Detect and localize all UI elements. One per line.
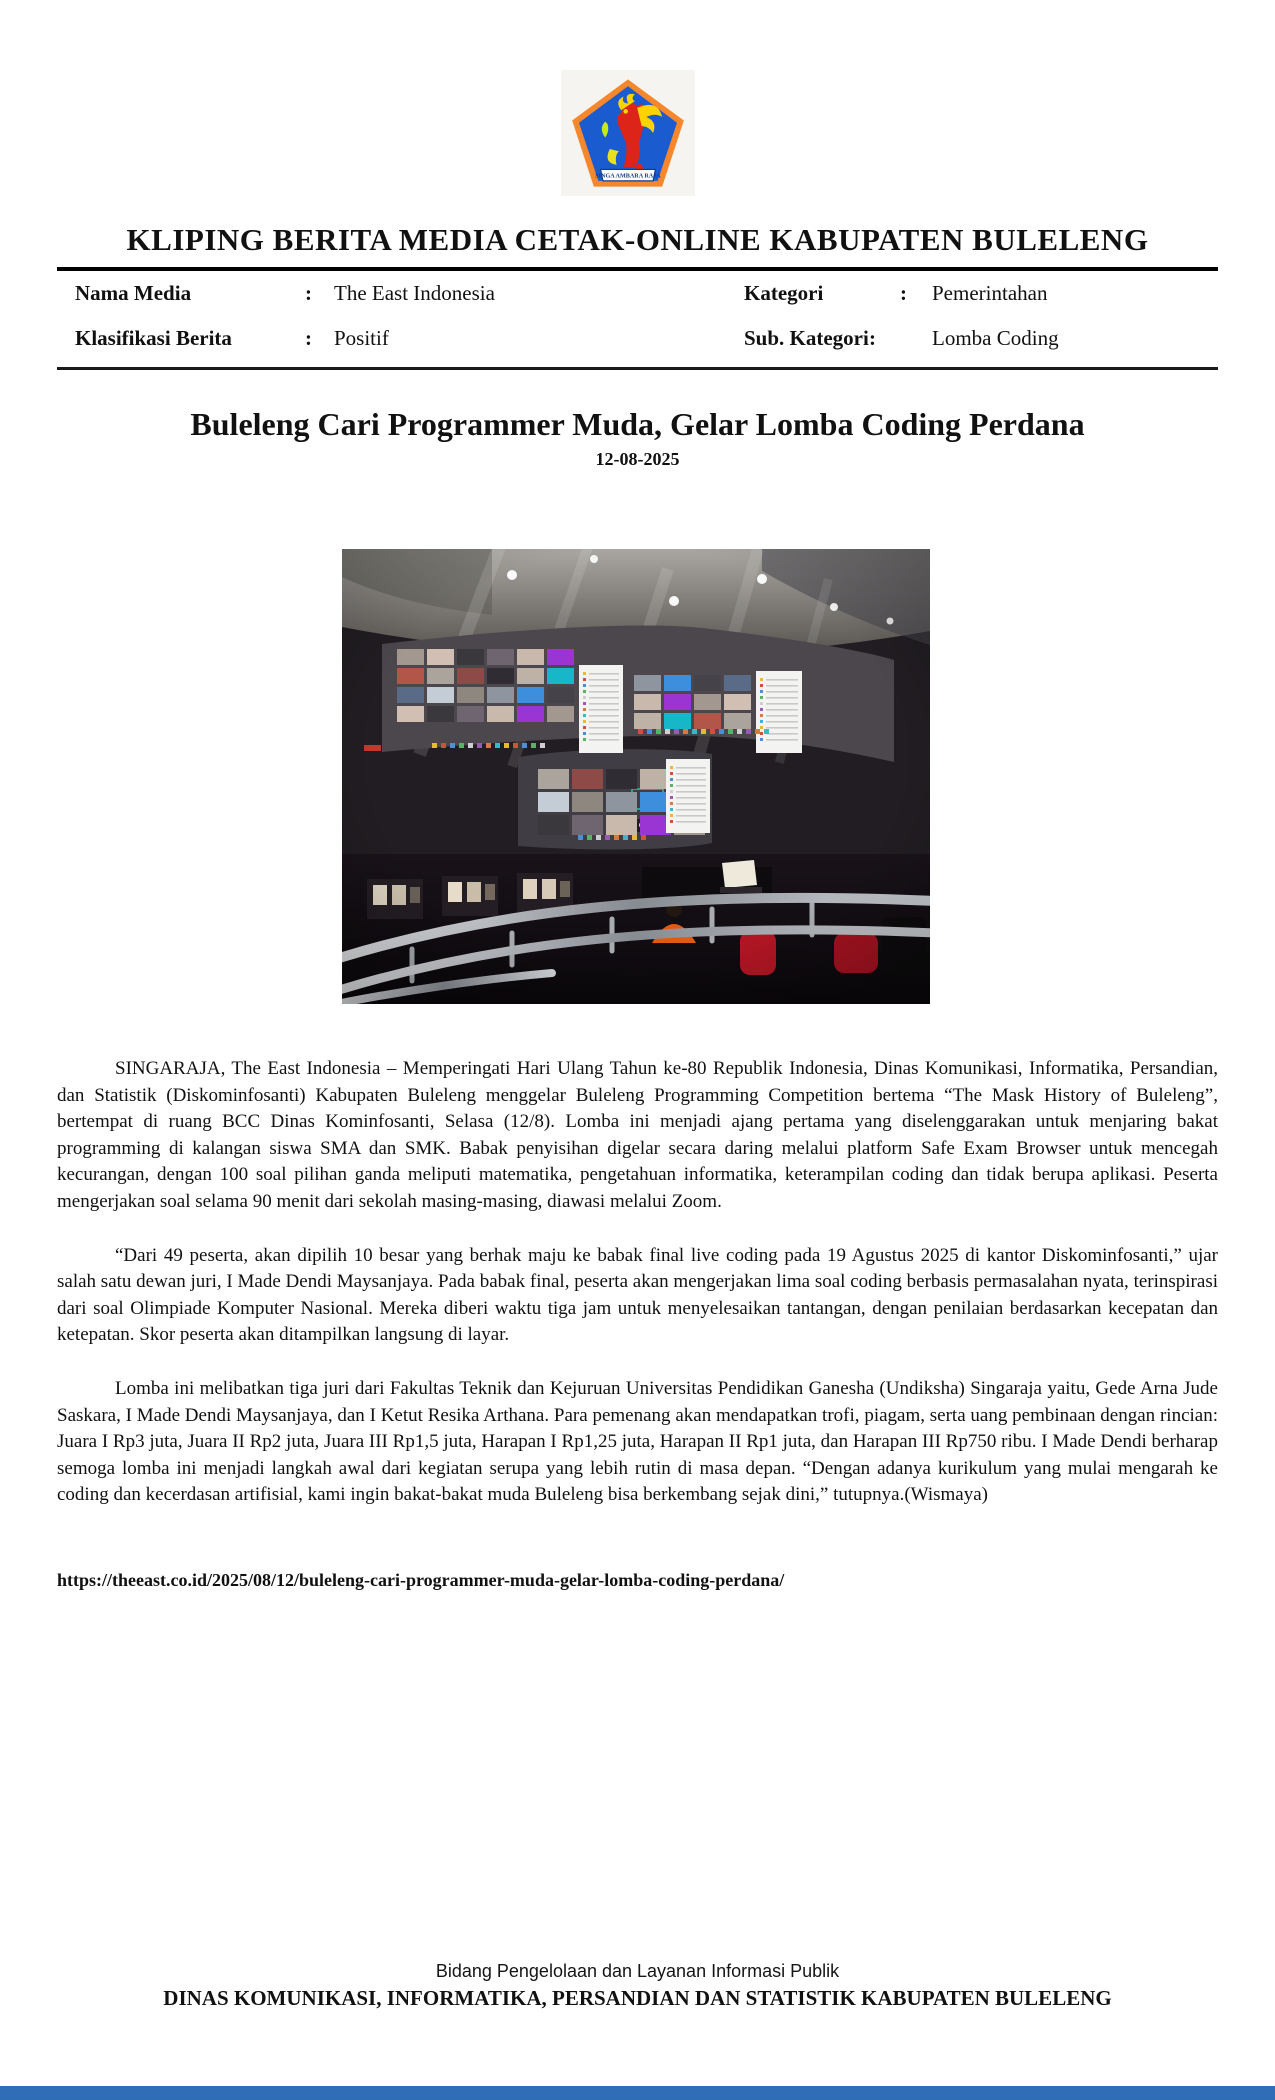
- meta-label-nama-media: Nama Media: [75, 281, 192, 305]
- divider-thin: [57, 367, 1218, 370]
- article-source-url-link[interactable]: https://theeast.co.id/2025/08/12/buleleng-cari-programmer-muda-gelar-lomba-coding-perdana/: [57, 1570, 785, 1590]
- meta-value-klasifikasi: Positif: [334, 326, 389, 350]
- article-body: [57, 1056, 1218, 1536]
- footer-agency-line: DINAS KOMUNIKASI, INFORMATIKA, PERSANDIAN DAN STATISTIK KABUPATEN BULELENG: [163, 1986, 1112, 2010]
- footer-department-line: Bidang Pengelolaan dan Layanan Informasi Publik: [435, 1961, 840, 1981]
- buleleng-regency-logo: [561, 70, 695, 196]
- meta-colon: :: [305, 326, 312, 350]
- article-paragraph: SINGARAJA, The East Indonesia – Memperingati Hari Ulang Tahun ke-80 Republik Indonesia, Dinas Komunikasi, Informatika, Persandian, dan Statistik (Diskominfosanti) Kabupaten Buleleng menggelar Buleleng Programming Competition bertema “The Mask History of Buleleng”, bertempat di ruang BCC Dinas Kominfosanti, Selasa (12/8). Lomba ini menjadi ajang pertama yang diselenggarakan untuk menjaring bakat programming di kalangan siswa SMA dan SMK. Babak penyisihan digelar secara daring melalui platform Safe Exam Browser untuk mencegah kecurangan, dengan 100 soal pilihan ganda meliputi matematika, pengetahuan informatika, keterampilan coding dan tidak berupa aplikasi. Peserta mengerjakan soal selama 90 menit dari sekolah masing-masing, diawasi melalui Zoom.: [57, 1058, 1218, 1212]
- meta-row-1: [57, 281, 1218, 311]
- divider-thick: [57, 267, 1218, 271]
- meta-label-sub-kategori: Sub. Kategori: [744, 326, 869, 350]
- singa-ambara-raja-emblem-icon: [571, 78, 685, 188]
- meta-label-kategori: Kategori: [744, 281, 824, 305]
- article-paragraph: “Dari 49 peserta, akan dipilih 10 besar yang berhak maju ke babak final live coding pada 19 Agustus 2025 di kantor Diskominfosanti,” ujar salah satu dewan juri, I Made Dendi Maysanjaya. Pada babak final, peserta akan mengerjakan lima soal coding berbasis permasalahan nyata, terinspirasi dari soal Olimpiade Komputer Nasional. Mereka diberi waktu tiga jam untuk menyelesaikan tantangan, dengan penilaian berdasarkan kecepatan dan ketepatan. Skor peserta akan ditampilkan langsung di layar.: [57, 1244, 1218, 1346]
- meta-colon: :: [305, 281, 312, 305]
- meta-label-klasifikasi: Klasifikasi Berita: [75, 326, 232, 350]
- meta-colon: :: [869, 326, 876, 350]
- article-date: 12-08-2025: [595, 449, 680, 469]
- meta-value-kategori: Pemerintahan: [932, 281, 1048, 305]
- meta-value-nama-media: The East Indonesia: [334, 281, 495, 305]
- meta-colon: :: [900, 281, 907, 305]
- meta-row-2: [57, 326, 1218, 356]
- article-photo-command-center: [342, 549, 930, 1004]
- article-headline: Buleleng Cari Programmer Muda, Gelar Lomba Coding Perdana: [190, 406, 1085, 442]
- page-title: KLIPING BERITA MEDIA CETAK-ONLINE KABUPATEN BULELENG: [126, 222, 1149, 257]
- meta-value-sub-kategori: Lomba Coding: [932, 326, 1059, 350]
- footer-blue-bar: [0, 2086, 1275, 2100]
- article-paragraph: Lomba ini melibatkan tiga juri dari Fakultas Teknik dan Kejuruan Universitas Pendidikan Ganesha (Undiksha) Singaraja yaitu, Gede Arna Jude Saskara, I Made Dendi Maysanjaya, dan I Ketut Resika Arthana. Para pemenang akan mendapatkan trofi, piagam, serta uang pembinaan dengan rincian: Juara I Rp3 juta, Juara II Rp2 juta, Juara III Rp1,5 juta, Harapan I Rp1,25 juta, Harapan II Rp1 juta, dan Harapan III Rp750 ribu. I Made Dendi berharap semoga lomba ini menjadi langkah awal dari kegiatan serupa yang lebih rutin di masa depan. “Dengan adanya kurikulum yang mulai mengarah ke coding dan kecerdasan artifisial, kami ingin bakat-bakat muda Buleleng bisa berkembang sejak dini,” tutupnya.(Wismaya): [57, 1377, 1218, 1506]
- article-source-url-row: [57, 1570, 1218, 1591]
- logo-banner-text: SINGA AMBARA RAJA: [595, 173, 661, 180]
